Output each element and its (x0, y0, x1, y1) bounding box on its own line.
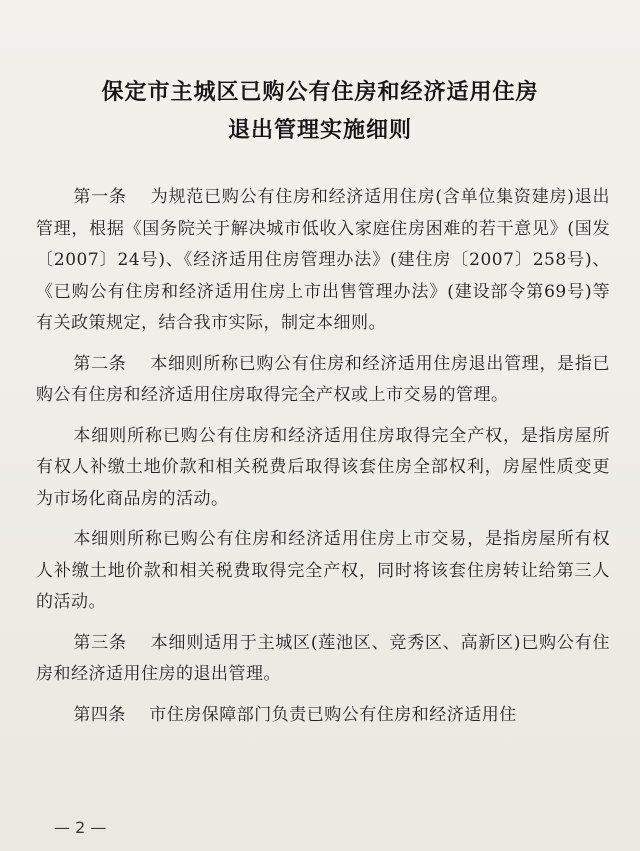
paragraph-text: 为规范已购公有住房和经济适用住房(含单位集资建房)退出管理，根据《国务院关于解决城市低收入家庭住房困难的若干意见》(国发〔2007〕24号)、《经济适用住房管理办法》(建住房〔2007〕258号)、《已购公有住房和经济适用住房上市出售管理办法》(建设部令第69号)等有关政策规定，结合我市实际，制定本细则。 (36, 187, 611, 333)
paragraph-text: 本细则适用于主城区(莲池区、竞秀区、高新区)已购公有住房和经济适用住房的退出管理。 (36, 632, 611, 684)
article-lead: 第三条 (73, 632, 145, 653)
paragraph-article-1 (36, 182, 610, 340)
article-lead: 第一条 (73, 187, 145, 207)
title-line-1: 保定市主城区已购公有住房和经济适用住房 (101, 80, 539, 105)
paragraph-article-2 (36, 349, 610, 412)
paragraph-article-3 (36, 628, 610, 691)
page-number: — 2 — (54, 818, 107, 837)
paragraph-article-4 (36, 700, 610, 732)
title-line-2: 退出管理实施细则 (227, 118, 412, 143)
document-title (0, 74, 640, 150)
article-lead: 第四条 (73, 704, 144, 725)
paragraph-text: 本细则所称已购公有住房和经济适用住房取得完全产权，是指房屋所有权人补缴土地价款和相关税费后取得该套住房全部权利，房屋性质变更为市场化商品房的活动。 (36, 425, 610, 509)
article-lead: 第二条 (73, 353, 145, 374)
paragraph-text: 本细则所称已购公有住房和经济适用住房上市交易，是指房屋所有权人补缴土地价款和相关税费取得完全产权，同时将该套住房转让给第三人的活动。 (36, 529, 610, 612)
paragraph-text: 市住房保障部门负责已购公有住房和经济适用住 (149, 704, 517, 725)
document-body (36, 182, 610, 740)
paragraph-definition-full-property (36, 421, 610, 516)
paragraph-text: 本细则所称已购公有住房和经济适用住房退出管理，是指已购公有住房和经济适用住房取得完全产权或上市交易的管理。 (36, 353, 611, 405)
paragraph-definition-market-trade (36, 524, 610, 619)
